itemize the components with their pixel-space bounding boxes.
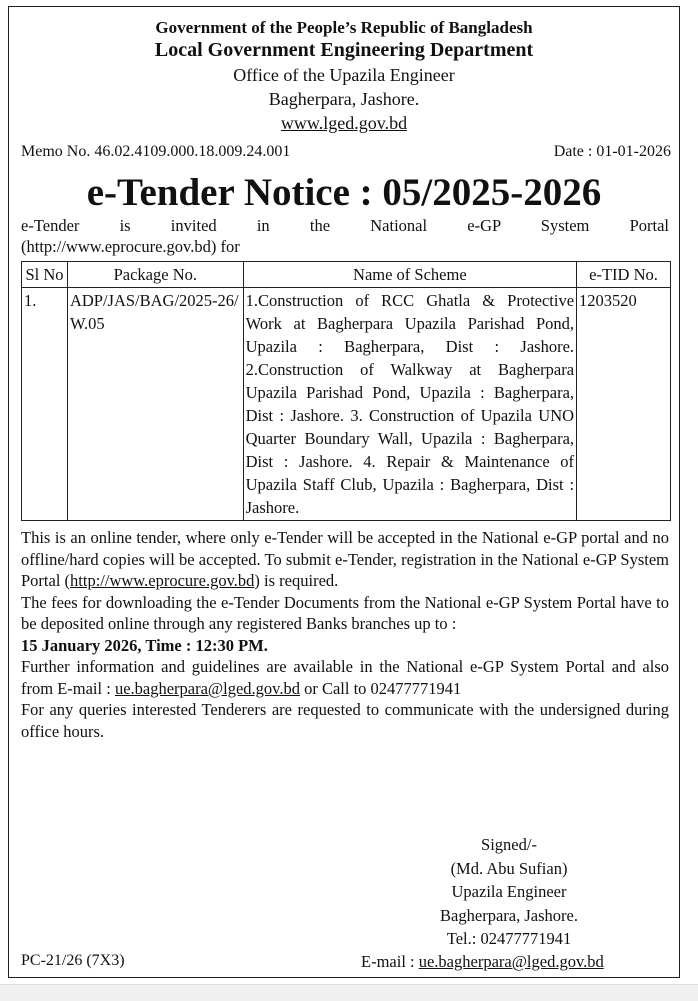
cell-sl: 1. [22, 288, 68, 521]
p1-text-b: ) is required. [254, 571, 339, 590]
paragraph-online-tender [21, 527, 669, 592]
tender-table [21, 261, 671, 521]
eprocure-link[interactable]: http://www.eprocure.gov.bd [70, 571, 255, 590]
signatory-tel: Tel.: 02477771941 [446, 929, 572, 948]
signatory-name: (Md. Abu Sufian) [450, 858, 568, 878]
notice-title: e-Tender Notice : 05/2025-2026 [86, 171, 602, 214]
office-heading: Office of the Upazila Engineer [233, 65, 455, 85]
government-heading: Government of the People’s Republic of Bangladesh [155, 18, 533, 37]
header-sl: Sl No [22, 262, 68, 288]
signed-label: Signed/- [481, 835, 537, 854]
info-email-link[interactable]: ue.bagherpara@lged.gov.bd [114, 678, 300, 698]
bottom-strip [0, 984, 698, 1001]
header-scheme: Name of Scheme [243, 262, 576, 288]
deadline-text: 15 January 2026, Time : 12:30 PM. [21, 635, 268, 655]
cell-package [67, 288, 243, 521]
paragraph-info [21, 656, 669, 699]
memo-date: Date : 01-01-2026 [553, 143, 671, 160]
footer-email [361, 952, 604, 972]
table-header-row [22, 262, 671, 288]
p3-text-b: or Call to 02477771941 [299, 678, 462, 698]
footer-email-label: E-mail : [361, 952, 419, 971]
paragraph-queries: For any queries interested Tenderers are requested to communicate with the undersigned during office hours. [21, 700, 669, 741]
p1-text-a: This is an online tender, where only e-Tender will be accepted in the National e-GP portal and no offline/hard copies will be accepted. To submit e-Tender, registration in the National e-GP System Portal ( [21, 528, 669, 590]
department-heading: Local Government Engineering Department [154, 39, 534, 61]
footer-email-link[interactable]: ue.bagherpara@lged.gov.bd [418, 952, 604, 971]
intro-line-2: (http://www.eprocure.gov.bd) for [21, 237, 240, 256]
tender-notice-page [8, 6, 680, 978]
cell-tid: 1203520 [577, 288, 671, 521]
p3-text-a: Further information and guidelines are available in the National e-GP System Portal and also from E-mail : [21, 657, 669, 698]
header-package: Package No. [67, 262, 243, 288]
signature-block [409, 833, 609, 951]
signatory-designation: Upazila Engineer [451, 882, 567, 901]
website-link[interactable]: www.lged.gov.bd [280, 113, 408, 133]
intro-text [9, 215, 679, 257]
memo-number: Memo No. 46.02.4109.000.18.009.24.001 [21, 143, 291, 160]
pc-code: PC-21/26 (7X3) [21, 952, 125, 969]
table-row [22, 288, 671, 521]
body-text [9, 521, 679, 742]
paragraph-fees: The fees for downloading the e-Tender Documents from the National e-GP System Portal have to be deposited online through any registered Banks branches up to : [21, 592, 669, 633]
header-tid: e-TID No. [577, 262, 671, 288]
intro-line-1: e-Tender is invited in the National e-GP System Portal [21, 216, 669, 235]
cell-scheme: 1.Construction of RCC Ghatla & Protective Work at Bagherpara Upazila Parishad Pond, Upazila : Bagherpara, Dist : Jashore. 2.Construction of Walkway at Bagherpara Upazila Parishad Pond, Upazila : Bagherpara, Dist : Jashore. 3. Construction of Upazila UNO Quarter Boundary Wall, Upazila : Bagherpara, Dist : Jashore. 4. Repair & Maintenance of Upazila Staff Club, Upazila : Bagherpara, Dist : Jashore. [243, 288, 576, 521]
office-location: Bagherpara, Jashore. [268, 89, 420, 109]
memo-row [9, 135, 679, 163]
package-value: ADP/JAS/BAG/2025-26/W.05 [69, 291, 239, 333]
signatory-place: Bagherpara, Jashore. [440, 905, 578, 925]
